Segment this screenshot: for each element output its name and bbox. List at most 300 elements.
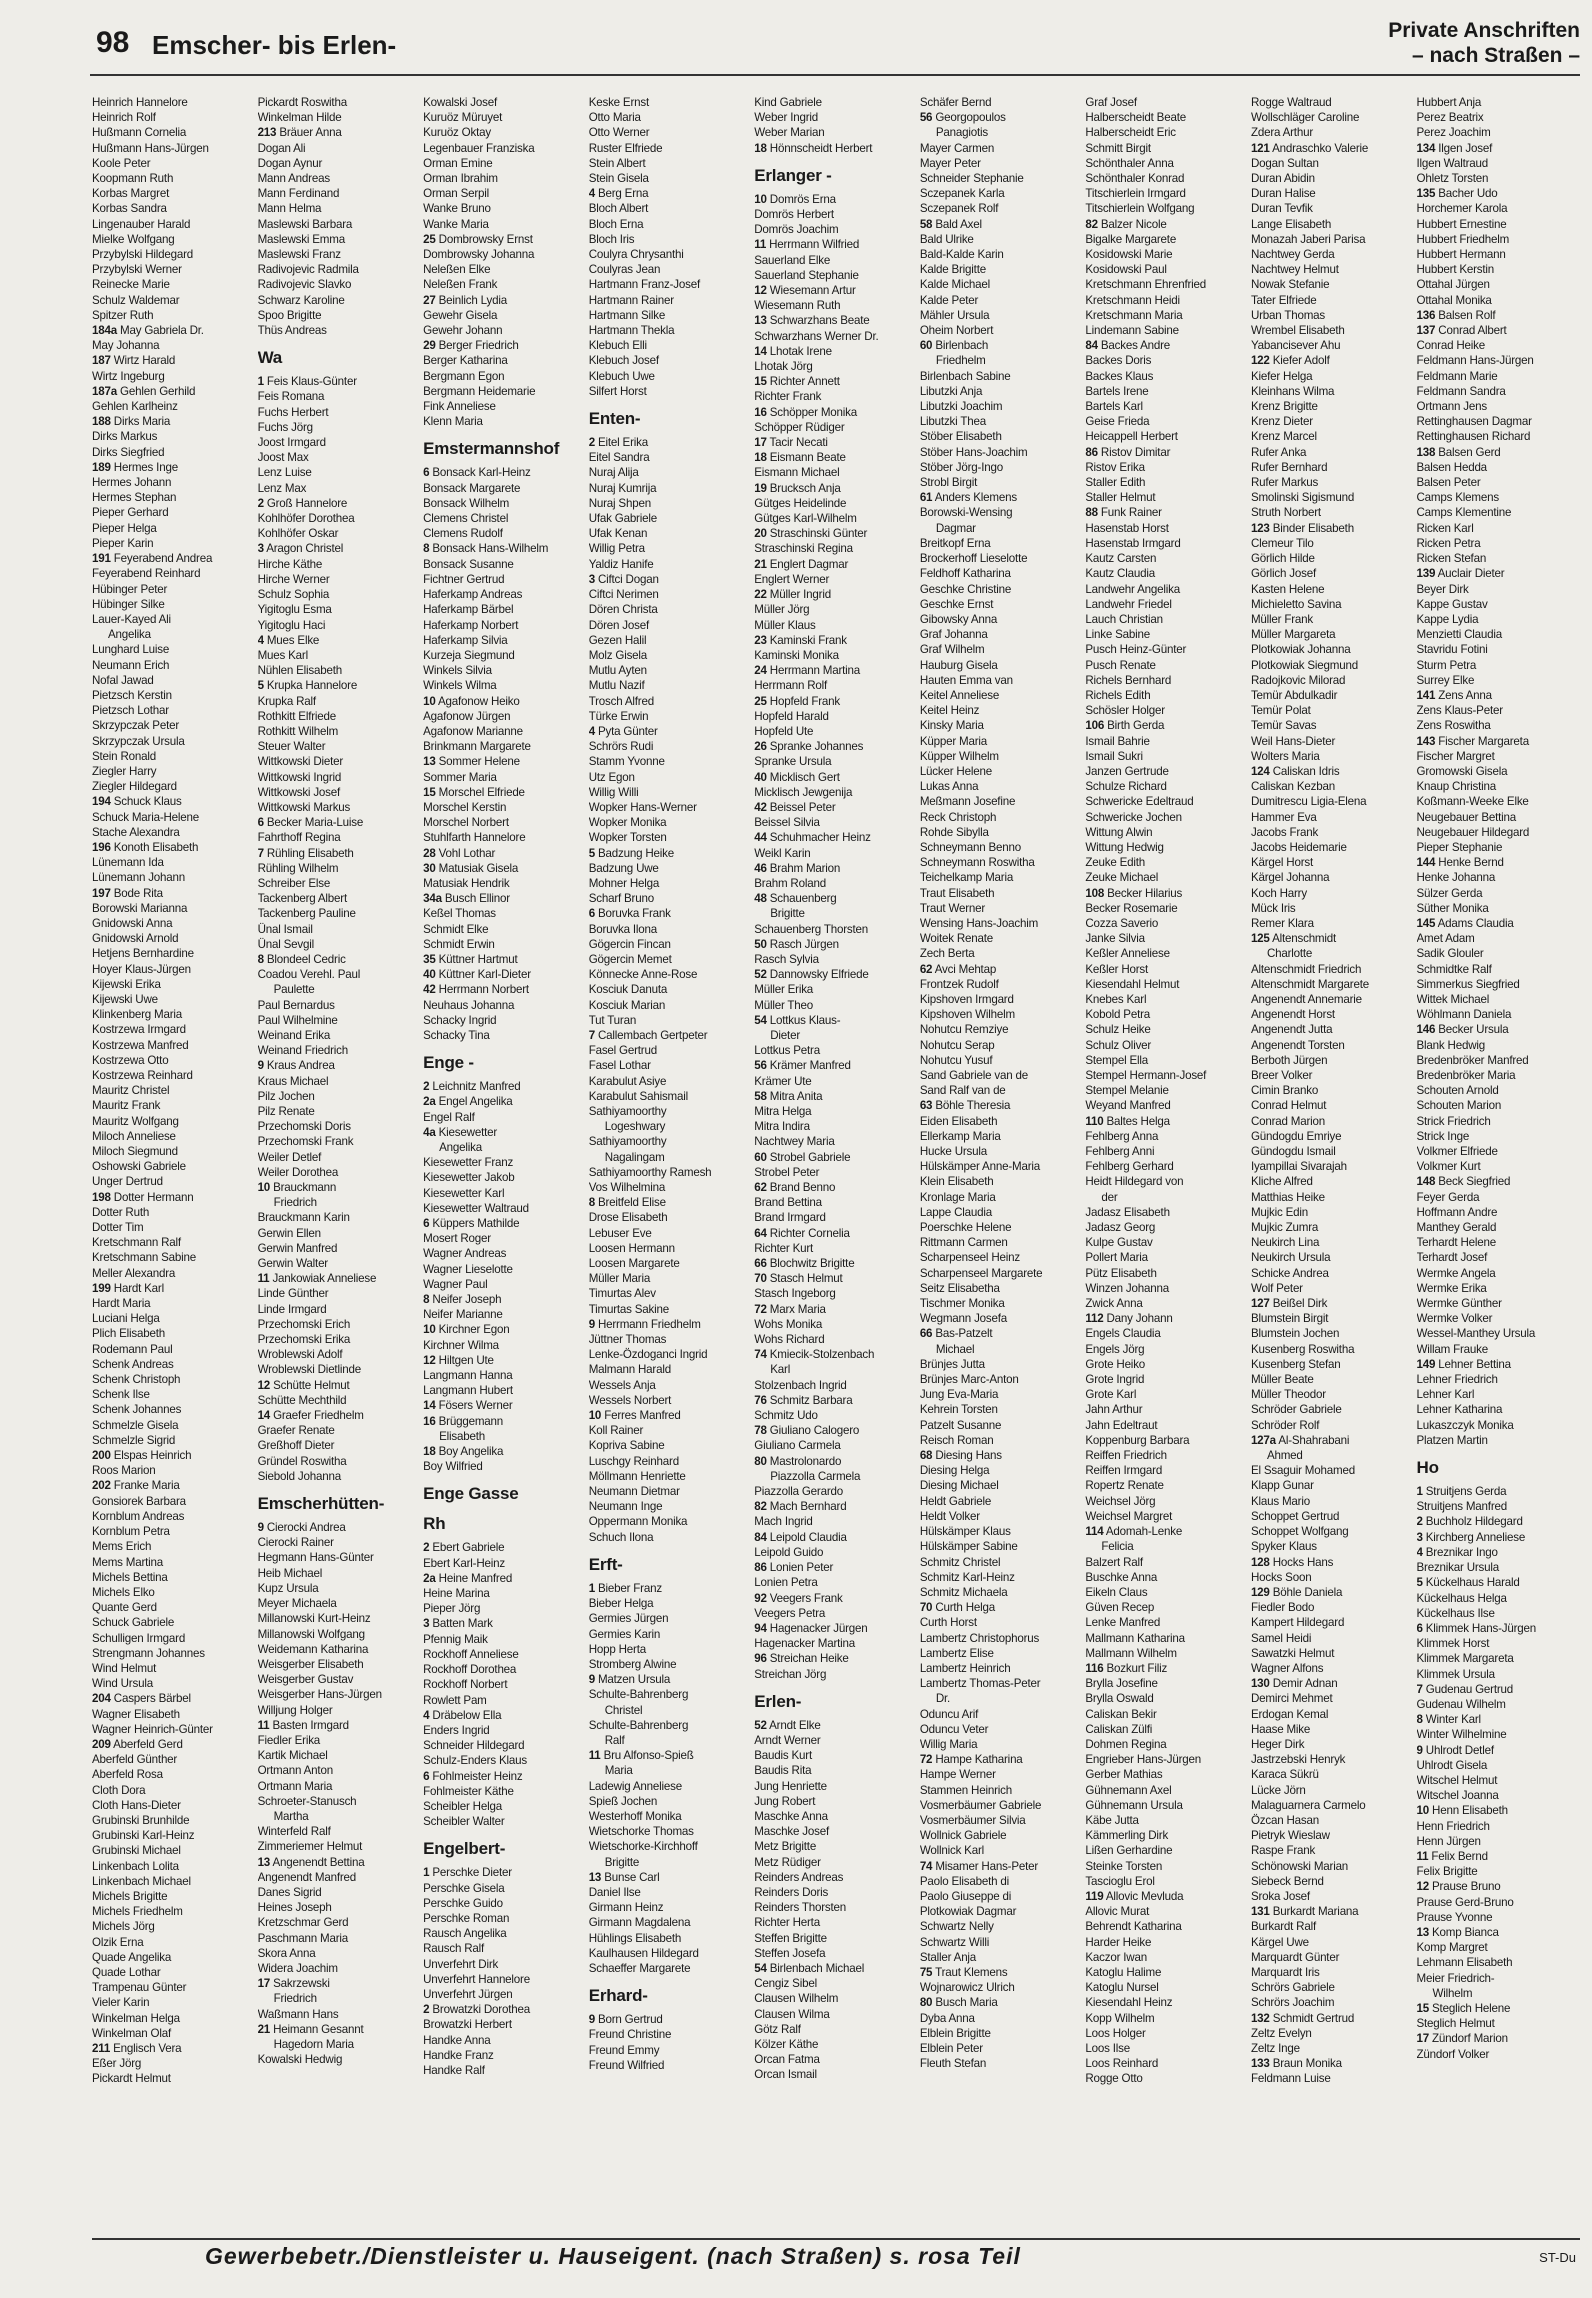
directory-entry: Harder Heike (1085, 1935, 1152, 1949)
directory-entry: 86 Ristov Dimitar (1085, 445, 1171, 459)
directory-entry: 11 Bru Alfonso-Spieß (588, 1749, 694, 1763)
directory-entry: Fasel Lothar (588, 1059, 651, 1073)
directory-entry: 13 Sommer Helene (423, 755, 520, 769)
directory-entry: Browatzki Herbert (423, 2018, 512, 2032)
directory-entry: Hardt Maria (92, 1297, 151, 1311)
directory-entry: Ziegler Hildegard (92, 780, 177, 794)
directory-entry: Sathiyamoorthy (588, 1105, 667, 1118)
directory-entry: Altenschmidt Margarete (1250, 977, 1369, 991)
directory-entry: Unverfehrt Hannelore (423, 1972, 530, 1986)
house-number: 125 (1250, 932, 1270, 946)
directory-entry: Lukaszczyk Monika (1416, 1418, 1514, 1432)
directory-entry: Steinke Torsten (1085, 1859, 1163, 1873)
house-number: 13 (257, 1855, 271, 1869)
directory-entry: Schönowski Marian (1250, 1859, 1349, 1873)
directory-entry: Heine Marina (423, 1587, 490, 1601)
directory-entry: Langmann Hubert (423, 1384, 513, 1398)
house-number: 7 (588, 1028, 595, 1042)
directory-entry: Mitra Indira (754, 1120, 810, 1134)
directory-entry: Pütz Elisabeth (1085, 1266, 1157, 1280)
house-number: 74 (754, 1348, 767, 1362)
directory-entry: Neleßen Elke (423, 263, 491, 277)
directory-entry: Yigitoglu Haci (257, 618, 326, 632)
directory-entry: Wollnick Karl (919, 1844, 985, 1858)
directory-entry: Richter Frank (754, 390, 822, 404)
directory-entry: Yabancisever Ahu (1250, 339, 1341, 353)
house-number: 88 (1085, 506, 1098, 520)
directory-entry: Dogan Aynur (257, 156, 323, 170)
entry-continuation: Michael (935, 1342, 975, 1356)
directory-entry: Luschgy Reinhard (588, 1454, 679, 1468)
directory-entry: Jahn Edeltraut (1085, 1418, 1158, 1432)
directory-entry: Hülskämper Anne-Maria (919, 1160, 1040, 1174)
directory-entry: Malaguarnera Carmelo (1250, 1798, 1366, 1812)
directory-entry: Hegmann Hans-Günter (257, 1551, 374, 1565)
directory-entry: Jung Robert (754, 1794, 816, 1808)
directory-entry: Wagner Lieselotte (423, 1262, 513, 1276)
directory-entry: Rausch Ralf (423, 1942, 485, 1956)
directory-entry: Hampe Werner (919, 1768, 996, 1782)
directory-entry: Maslewski Franz (257, 248, 341, 262)
directory-entry: Buschke Anna (1085, 1570, 1158, 1584)
house-number: 46 (754, 861, 767, 875)
directory-entry: Süther Monika (1416, 901, 1489, 915)
directory-entry: Wagner Andreas (423, 1247, 507, 1261)
directory-entry: Koppenburg Barbara (1085, 1433, 1190, 1447)
directory-entry: Kuruöz Oktay (423, 126, 491, 140)
directory-entry: Nohutcu Remziye (919, 1023, 1009, 1037)
directory-entry: Schenk Johannes (92, 1403, 182, 1417)
directory-entry: Zeuke Edith (1085, 856, 1146, 870)
directory-entry: Demirci Mehmet (1250, 1692, 1333, 1706)
directory-entry: Sathiyamoorthy Ramesh (588, 1165, 712, 1179)
directory-entry: Brylla Oswald (1085, 1692, 1154, 1706)
directory-entry: Seitz Elisabetha (919, 1281, 1000, 1295)
directory-entry: Willjung Holger (257, 1703, 333, 1717)
directory-entry: Cloth Dora (92, 1783, 146, 1797)
directory-entry: Kosidowski Paul (1085, 263, 1167, 277)
directory-entry: El Ssaguir Mohamed (1250, 1464, 1355, 1478)
directory-entry: 3 Batten Mark (423, 1617, 493, 1631)
directory-entry: Kasten Helene (1250, 582, 1325, 596)
directory-entry: 211 Englisch Vera (92, 2042, 182, 2055)
directory-entry: 184a May Gabriela Dr. (92, 324, 204, 338)
directory-entry: Hartmann Franz-Josef (588, 278, 701, 292)
directory-entry: 143 Fischer Margareta (1416, 734, 1529, 748)
directory-entry: Sawatzki Helmut (1250, 1646, 1335, 1660)
directory-entry: Engels Claudia (1085, 1327, 1161, 1341)
directory-entry: Hülskämper Sabine (919, 1540, 1018, 1554)
directory-entry: Schulte-Bahrenberg (588, 1718, 689, 1732)
directory-entry: Ricken Karl (1416, 521, 1474, 535)
directory-entry: Nachtwey Maria (754, 1135, 835, 1149)
directory-entry: Wensing Hans-Joachim (919, 916, 1039, 930)
directory-entry: Clemens Christel (423, 512, 509, 526)
directory-entry: Raspe Frank (1250, 1844, 1316, 1858)
street-heading: Erhard- (588, 1986, 648, 2006)
directory-entry: Graf Wilhelm (919, 643, 985, 657)
directory-entry: Rettinghausen Dagmar (1416, 415, 1532, 429)
directory-entry: Rothkitt Wilhelm (257, 724, 339, 738)
directory-entry: 12 Hiltgen Ute (423, 1353, 494, 1367)
directory-entry: Türke Erwin (588, 709, 649, 723)
directory-entry: Bigalke Margarete (1085, 232, 1177, 246)
house-number: 25 (754, 694, 767, 708)
directory-entry: Freund Christine (588, 2028, 672, 2042)
directory-entry: Neukirch Ursula (1250, 1251, 1331, 1265)
directory-entry: Grote Heiko (1085, 1357, 1146, 1371)
street-heading: Erft- (588, 1554, 623, 1574)
directory-entry: Nuraj Shpen (588, 496, 651, 510)
directory-entry: 15 Steglich Helene (1416, 2001, 1511, 2015)
directory-entry: 30 Matusiak Gisela (423, 861, 519, 875)
house-number: 114 (1085, 1525, 1104, 1539)
entry-continuation: Dr. (935, 1692, 951, 1706)
directory-entry: Brahm Roland (754, 876, 826, 890)
directory-entry: Clausen Wilma (754, 2007, 830, 2021)
directory-entry: Giuliano Carmela (754, 1439, 841, 1453)
directory-entry: Bloch Erna (588, 217, 644, 231)
house-number: 11 (257, 1272, 270, 1286)
directory-entry: 2a Heine Manfred (423, 1571, 513, 1585)
directory-entry: 134 Ilgen Josef (1416, 141, 1493, 155)
directory-entry: Winterfeld Ralf (257, 1825, 331, 1839)
directory-entry: Gühnemann Axel (1085, 1783, 1172, 1797)
directory-entry: Kipshoven Wilhelm (919, 1008, 1015, 1022)
directory-entry: Haferkamp Norbert (423, 618, 519, 632)
directory-entry: Ünal Ismail (257, 922, 313, 936)
directory-entry: 191 Feyerabend Andrea (92, 552, 213, 566)
directory-entry: 125 Altenschmidt (1250, 932, 1337, 946)
directory-entry: 9 Kraus Andrea (257, 1059, 335, 1073)
directory-entry: Hagenacker Martina (754, 1637, 856, 1651)
directory-entry: Angenendt Annemarie (1250, 992, 1362, 1006)
directory-entry: 13 Bunse Carl (588, 1870, 660, 1884)
directory-entry: Mallmann Wilhelm (1085, 1646, 1177, 1660)
directory-entry: Struth Norbert (1250, 506, 1321, 520)
directory-entry: Scharpenseel Heinz (919, 1251, 1020, 1265)
directory-entry: Conrad Heike (1416, 339, 1485, 353)
directory-entry: 72 Hampe Katharina (919, 1753, 1023, 1767)
directory-entry: Unger Dertrud (92, 1175, 163, 1189)
directory-entry: Kretschmann Heidi (1085, 293, 1180, 307)
directory-entry: Przybylski Hildegard (92, 248, 194, 262)
directory-entry: Malmann Harald (588, 1363, 671, 1377)
house-number: 60 (754, 1150, 767, 1164)
directory-entry: 82 Balzer Nicole (1085, 217, 1167, 231)
directory-entry: Kijewski Uwe (92, 992, 158, 1006)
house-number: 66 (754, 1257, 767, 1271)
directory-entry: Stöber Elisabeth (919, 430, 1002, 444)
street-heading: Emscherhütten- (257, 1494, 385, 1514)
directory-entry: Hopfeld Harald (754, 709, 829, 723)
directory-column (920, 95, 1082, 2225)
directory-entry: Balzert Ralf (1085, 1555, 1143, 1569)
directory-entry: 8 Neifer Joseph (423, 1293, 502, 1307)
directory-entry: Haferkamp Silvia (423, 633, 508, 647)
directory-entry: Feldmann Sandra (1416, 384, 1506, 398)
directory-entry: Loos Ilse (1085, 2042, 1130, 2055)
directory-entry: Blumstein Jochen (1250, 1327, 1340, 1341)
directory-entry: Wittkowski Dieter (257, 755, 344, 769)
directory-entry: Hocks Soon (1250, 1570, 1312, 1584)
directory-entry: 54 Birlenbach Michael (754, 1961, 865, 1975)
house-number: 15 (754, 375, 767, 389)
directory-entry: 18 Eismann Beate (754, 451, 846, 465)
house-number: 96 (754, 1652, 767, 1666)
directory-entry: 14 Lhotak Irene (754, 344, 832, 358)
entry-continuation: Hagedorn Maria (273, 2037, 354, 2051)
directory-entry: Mayer Peter (919, 156, 981, 170)
directory-entry: 66 Blochwitz Brigitte (754, 1257, 855, 1271)
directory-entry: Przechomski Doris (257, 1120, 351, 1134)
directory-entry: 16 Brüggemann (423, 1414, 504, 1428)
directory-entry: Kückelhaus Helga (1416, 1591, 1507, 1605)
directory-entry: Rockhoff Anneliese (423, 1647, 519, 1661)
directory-entry: Schacky Tina (423, 1028, 490, 1042)
house-number: 4 (588, 724, 595, 738)
entry-continuation: Dagmar (935, 521, 976, 535)
directory-entry: Pickardt Roswitha (257, 96, 347, 109)
directory-entry: 63 Böhle Theresia (919, 1099, 1011, 1113)
directory-entry: Schwartz Nelly (919, 1920, 994, 1934)
directory-entry: 6 Becker Maria-Luise (257, 816, 364, 830)
directory-entry: Baudis Kurt (754, 1749, 812, 1763)
directory-entry: 58 Bald Axel (919, 217, 982, 231)
directory-entry: 2a Engel Angelika (423, 1095, 513, 1109)
directory-entry: Lebuser Eve (588, 1226, 652, 1240)
directory-entry: Zimmeriemer Helmut (257, 1840, 363, 1854)
directory-entry: Perschke Roman (423, 1911, 510, 1925)
directory-entry: 124 Caliskan Idris (1250, 764, 1340, 778)
directory-entry: Gewehr Johann (423, 324, 503, 338)
directory-entry: Klimmek Margareta (1416, 1652, 1514, 1666)
directory-entry: Bergmann Heidemarie (423, 384, 536, 398)
directory-entry: Mielke Wolfgang (92, 232, 175, 246)
directory-entry: Pfennig Maik (423, 1632, 488, 1646)
directory-entry: Orcan Fatma (754, 2053, 820, 2067)
house-number: 9 (1416, 1743, 1423, 1757)
directory-entry: Michels Brigitte (92, 1889, 168, 1903)
directory-entry: Pickardt Helmut (92, 2072, 171, 2086)
directory-entry: Borowski Marianna (92, 901, 188, 915)
directory-entry: Gütges Karl-Wilhelm (754, 512, 857, 526)
house-number: 21 (257, 2022, 271, 2036)
directory-entry: Struitjens Manfred (1416, 1500, 1507, 1514)
directory-entry: Winkels Wilma (423, 679, 497, 693)
directory-entry: Keßler Horst (1085, 962, 1149, 976)
directory-entry: 11 Jankowiak Anneliese (257, 1272, 377, 1286)
house-number: 110 (1085, 1114, 1104, 1128)
directory-entry: 92 Veegers Frank (754, 1591, 843, 1605)
directory-entry: Pietryk Wieslaw (1250, 1829, 1330, 1843)
directory-entry: Linde Günther (257, 1287, 329, 1301)
directory-entry: Krämer Ute (754, 1074, 812, 1088)
directory-entry: Perschke Guido (423, 1896, 503, 1910)
directory-entry: 20 Straschinski Günter (754, 527, 868, 541)
directory-entry: Klein Elisabeth (919, 1175, 994, 1189)
directory-entry: 121 Andraschko Valerie (1250, 141, 1369, 155)
entry-continuation: Felicia (1101, 1540, 1134, 1554)
directory-entry: Quade Lothar (92, 1965, 161, 1979)
directory-entry: Oduncu Veter (919, 1722, 989, 1736)
directory-entry: Pilz Jochen (257, 1089, 315, 1103)
directory-entry: 6 Küppers Mathilde (423, 1217, 520, 1231)
directory-entry: 80 Mastrolonardo (754, 1454, 842, 1468)
directory-entry: Beyer Dirk (1416, 582, 1469, 596)
entry-continuation: Paulette (273, 983, 315, 997)
directory-entry: Sroka Josef (1250, 1889, 1310, 1903)
house-number: 5 (588, 846, 595, 860)
directory-entry: Miloch Anneliese (92, 1129, 176, 1143)
directory-entry: 25 Dombrowsky Ernst (423, 232, 533, 246)
directory-entry: Brand Irmgard (754, 1211, 826, 1225)
directory-entry: Dören Josef (588, 618, 649, 632)
directory-entry: Handke Anna (423, 2033, 491, 2047)
directory-entry: Schütte Mechthild (257, 1393, 347, 1407)
directory-entry: Jastrzebski Henryk (1250, 1753, 1346, 1767)
directory-entry: Schulz-Enders Klaus (423, 1754, 527, 1768)
directory-entry: Schrörs Joachim (1250, 1996, 1335, 2010)
directory-entry: 72 Marx Maria (754, 1302, 826, 1316)
directory-entry: Kalde Brigitte (919, 263, 986, 277)
directory-entry: 27 Beinlich Lydia (423, 293, 507, 307)
house-number: 27 (423, 293, 436, 307)
directory-entry: Agafonow Jürgen (423, 709, 511, 723)
directory-entry: Kulpe Gustav (1085, 1236, 1153, 1250)
directory-entry: Grubinski Karl-Heinz (92, 1829, 195, 1843)
directory-entry: Fehlberg Anni (1085, 1145, 1155, 1159)
directory-entry: Wöhlmann Daniela (1416, 1008, 1512, 1022)
house-number: 2 (257, 496, 264, 510)
directory-entry: Fiedler Erika (257, 1733, 321, 1747)
directory-entry: Rettinghausen Richard (1416, 430, 1531, 444)
house-number: 144 (1416, 856, 1436, 870)
directory-entry: Ortmann Jens (1416, 400, 1487, 414)
directory-entry: 8 Winter Karl (1416, 1713, 1481, 1727)
directory-entry: Graefer Renate (257, 1424, 335, 1438)
directory-entry: Eitel Sandra (588, 451, 650, 465)
directory-entry: Nuraj Kumrija (588, 481, 657, 495)
house-number: 4a (423, 1125, 436, 1139)
directory-entry: Gibowsky Anna (919, 612, 998, 626)
directory-entry: Englert Werner (754, 572, 830, 586)
directory-entry: Grubinski Brunhilde (92, 1813, 190, 1827)
house-number: 122 (1250, 354, 1270, 368)
directory-entry: Richter Kurt (754, 1241, 814, 1255)
directory-entry: Schmitz Udo (754, 1409, 818, 1423)
directory-entry: Langmann Hanna (423, 1369, 513, 1383)
directory-entry: Stache Alexandra (92, 825, 180, 839)
directory-entry: Dotter Tim (92, 1221, 144, 1235)
directory-entry: Henn Friedrich (1416, 1819, 1490, 1833)
directory-entry: Lambertz Elise (919, 1646, 994, 1660)
house-number: 70 (754, 1272, 767, 1286)
house-number: 127a (1250, 1433, 1276, 1447)
directory-entry: Duran Tevfik (1250, 202, 1313, 216)
directory-entry: Meßmann Josefine (919, 795, 1016, 809)
directory-entry: Mues Karl (257, 648, 308, 662)
directory-entry: Graf Josef (1085, 96, 1137, 109)
house-number: 72 (919, 1753, 933, 1767)
directory-entry: Strick Inge (1416, 1129, 1470, 1143)
directory-entry: Joost Max (257, 451, 309, 465)
house-number: 3 (588, 572, 595, 586)
directory-entry: 6 Boruvka Frank (588, 907, 671, 921)
directory-entry: Zdera Arthur (1250, 126, 1313, 140)
house-number: 1 (257, 375, 264, 389)
directory-entry: Hoffmann Andre (1416, 1205, 1498, 1219)
directory-entry: Gudenau Wilhelm (1416, 1697, 1506, 1711)
directory-entry: Kärgel Horst (1250, 856, 1313, 870)
directory-entry: Bieber Helga (588, 1597, 654, 1611)
house-number: 54 (754, 1961, 767, 1975)
directory-entry: Sand Gabriele van de (919, 1069, 1028, 1082)
directory-entry: Plotkowiak Siegmund (1250, 658, 1358, 672)
directory-entry: Kretschmann Ehrenfried (1085, 278, 1206, 292)
directory-entry: Lingenauber Harald (92, 217, 191, 231)
directory-entry: 149 Lehner Bettina (1416, 1357, 1511, 1371)
directory-entry: Müller Beate (1250, 1373, 1314, 1387)
house-number: 70 (919, 1601, 933, 1615)
house-number: 2a (423, 1571, 436, 1585)
directory-entry: Horchemer Karola (1416, 202, 1508, 216)
directory-entry: Rufer Anka (1250, 445, 1307, 459)
house-number: 200 (92, 1449, 111, 1463)
directory-entry: Frontzek Rudolf (919, 977, 999, 991)
directory-entry: Coadou Verehl. Paul (257, 968, 361, 982)
directory-entry: 14 Graefer Friedhelm (257, 1409, 364, 1423)
directory-entry: Loos Holger (1085, 2026, 1146, 2040)
directory-entry: Zens Roswitha (1416, 719, 1491, 733)
directory-entry: Willig Willi (588, 785, 639, 799)
directory-entry: Landwehr Friedel (1085, 597, 1172, 611)
directory-entry: Weisgerber Gustav (257, 1673, 354, 1687)
house-number: 123 (1250, 521, 1270, 535)
directory-entry: Radivojevic Radmila (257, 263, 359, 277)
directory-entry: Jahn Arthur (1085, 1403, 1143, 1417)
directory-entry: Kosidowski Marie (1085, 248, 1173, 262)
directory-entry: Kartik Michael (257, 1749, 328, 1763)
house-number: 74 (919, 1859, 933, 1873)
directory-entry: Mohner Helga (588, 876, 660, 890)
directory-entry: Kowalski Hedwig (257, 2053, 343, 2067)
directory-entry: 82 Mach Bernhard (754, 1500, 847, 1514)
directory-entry: Lenz Max (257, 481, 307, 495)
directory-entry: Mems Martina (92, 1555, 164, 1569)
directory-entry: Diesing Helga (919, 1464, 990, 1478)
street-heading: Emstermannshof (423, 439, 560, 459)
directory-entry: Terhardt Josef (1416, 1251, 1488, 1265)
house-number: 145 (1416, 916, 1436, 930)
directory-entry: Kärgel Uwe (1250, 1935, 1309, 1949)
directory-entry: 138 Balsen Gerd (1416, 445, 1501, 459)
directory-entry: Schenk Ilse (92, 1388, 150, 1402)
directory-entry: 8 Bonsack Hans-Wilhelm (423, 542, 549, 556)
entry-continuation: Friedrich (273, 1992, 317, 2006)
directory-entry: Lhotak Jörg (754, 360, 813, 374)
street-heading: Erlanger - (754, 165, 832, 185)
directory-entry: Rogge Otto (1085, 2072, 1143, 2086)
directory-entry: Sczepanek Rolf (919, 202, 999, 216)
street-heading: Enge Gasse (423, 1484, 519, 1504)
entry-continuation: Martha (273, 1809, 309, 1823)
directory-entry: Kretschmann Sabine (92, 1251, 197, 1265)
directory-entry: Winter Wilhelmine (1416, 1728, 1507, 1742)
house-number: 188 (92, 415, 111, 429)
directory-entry: Mallmann Katharina (1085, 1631, 1185, 1645)
directory-entry: 6 Bonsack Karl-Heinz (423, 466, 531, 480)
